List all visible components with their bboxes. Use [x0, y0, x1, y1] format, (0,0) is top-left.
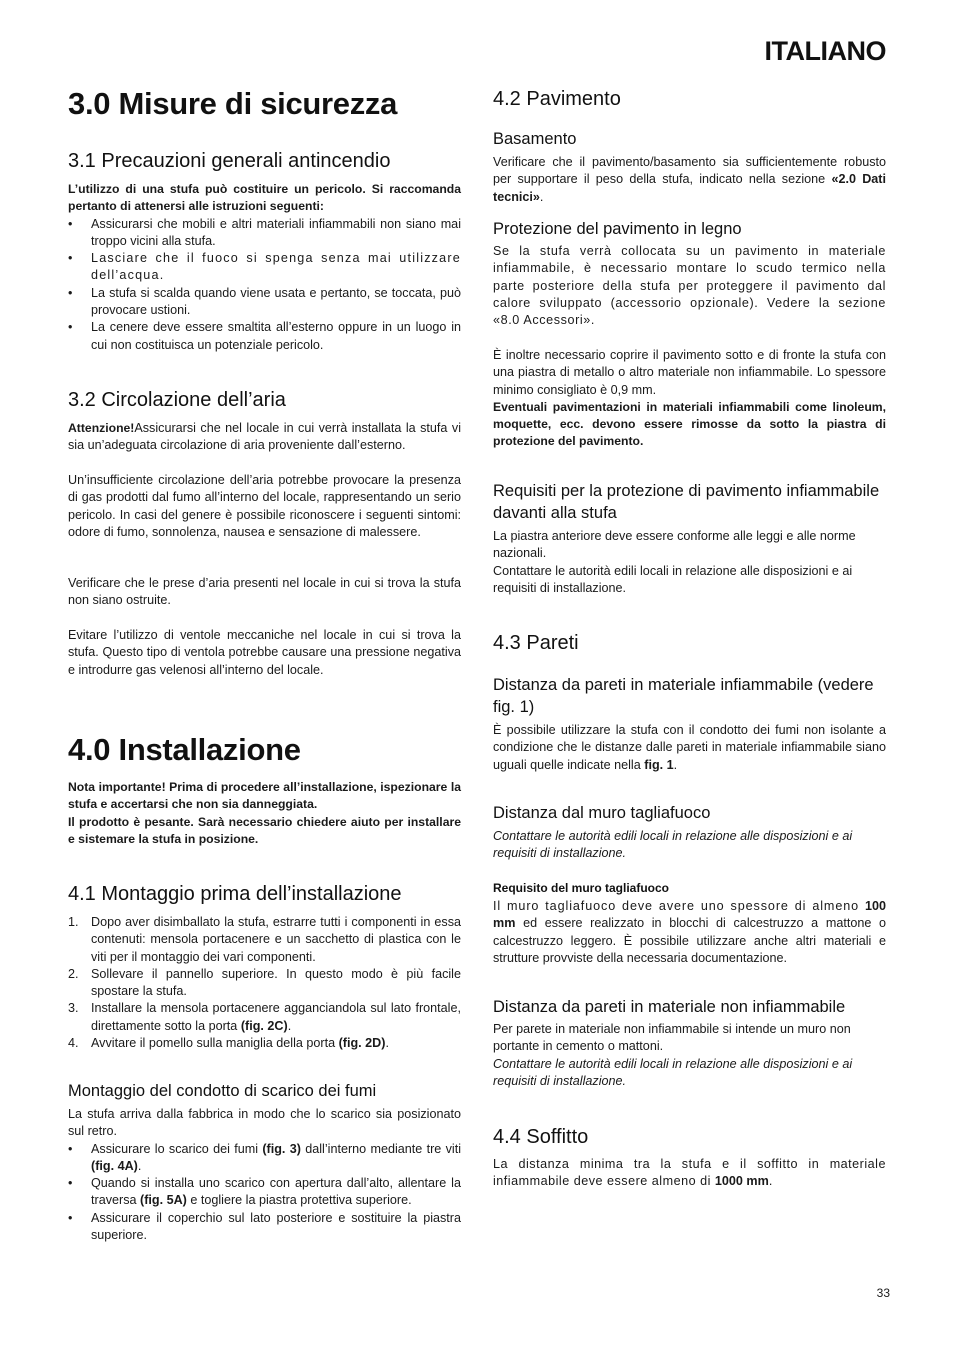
figure-ref: (fig. 2D): [338, 1036, 386, 1051]
ceiling-text: [493, 1156, 886, 1191]
section-3-1-intro: L’utilizzo di una stufa può costituire un pericolo. Si raccomanda pertanto di attenersi alle istruzioni seguenti:: [68, 182, 461, 214]
list-item: • La cenere deve essere smaltita all’esterno oppure in un luogo in cui non costituisca un potenziale pericolo.: [68, 319, 461, 354]
section-4-title: 4.0 Installazione: [68, 732, 301, 767]
warning-text: Assicurarsi che nel locale in cui verrà installata la stufa vi sia un’adeguata circolazione di aria proveniente dall’esterno.: [68, 421, 461, 453]
base-text: [493, 154, 886, 206]
firewall-requirement-text: [493, 898, 886, 967]
step-text: Avvitare il pomello sulla maniglia della porta: [91, 1036, 339, 1051]
air-warning: [68, 420, 461, 455]
assembly-steps: [68, 914, 461, 1052]
firewall-note: Contattare le autorità edili locali in relazione alle disposizioni e ai requisiti di installazione.: [493, 829, 853, 861]
step-number: 3.: [68, 1001, 79, 1016]
flammable-walls-text-end: .: [673, 757, 678, 772]
section-4-2-title: 4.2 Pavimento: [493, 88, 621, 110]
list-item: • Assicurare il coperchio sul lato posteriore e sostituire la piastra superiore.: [68, 1210, 461, 1245]
wood-floor-block-2: [493, 347, 886, 451]
step-text: Dopo aver disimballato la stufa, estrarre tutti i componenti in essa contenuti: mensola portacenere e un sacchetto di plastica con le viti per il montaggio dei vari componenti.: [91, 915, 461, 964]
nonflammable-walls-note: Contattare le autorità edili locali in relazione alle disposizioni e ai requisiti di installazione.: [493, 1056, 853, 1088]
flue-body: [68, 1106, 461, 1244]
air-paragraph-2: Un’insufficiente circolazione dell’aria potrebbe provocare la presenza di gas prodotti dal fumo all’interno del locale, rappresentando un serio pericolo. In casi del genere è possibile riconoscere i seguenti sintomi: odore di fumo, sonnolenza, nausea e sensazione di malessere.: [68, 473, 461, 539]
base-text-main: Verificare che il pavimento/basamento sia sufficientemente robusto per supportare il peso della stufa, indicato nella sezione: [493, 155, 886, 187]
figure-ref: (fig. 2C): [240, 1018, 288, 1033]
section-3-1-body: [68, 181, 461, 354]
list-item: [68, 1141, 461, 1176]
front-protection-body: [493, 528, 886, 597]
ceiling-distance: 1000 mm: [714, 1174, 769, 1189]
firewall-requirement-text-a: Il muro tagliafuoco deve avere uno spessore di almeno: [493, 899, 865, 913]
front-protection-paragraph-1: La piastra anteriore deve essere conforme alle leggi e alle norme nazionali.: [493, 529, 856, 561]
figure-ref: (fig. 4A): [91, 1158, 138, 1173]
install-note-2: Il prodotto è pesante. Sarà necessario chiedere aiuto per installare e sistemare la stufa in posizione.: [68, 814, 461, 846]
figure-ref: (fig. 5A): [140, 1193, 187, 1208]
section-3-2-title: 3.2 Circolazione dell’aria: [68, 389, 286, 411]
nonflammable-walls-text: Per parete in materiale non infiammabile si intende un muro non portante in cemento o mattoni.: [493, 1022, 851, 1054]
section-4-4-title: 4.4 Soffitto: [493, 1126, 589, 1148]
install-note-1: Nota importante! Prima di procedere all’installazione, ispezionare la stufa e accertarsi che non sia danneggiata.: [68, 780, 461, 812]
front-protection-paragraph-2: Contattare le autorità edili locali in relazione alle disposizioni e ai requisiti di installazione.: [493, 563, 853, 595]
step-number: 1.: [68, 915, 79, 929]
air-paragraph-3: Verificare che le prese d’aria presenti nel locale in cui si trova la stufa non siano ostruite.: [68, 576, 461, 608]
flue-list: [68, 1141, 461, 1245]
wood-floor-paragraph-1: Se la stufa verrà collocata su un pavimento in materiale infiammabile, è necessario montare lo scudo termico nella parte posteriore della stufa per proteggere il pavimento dal calore sviluppato (accessorio opzionale). Vedere la sezione «8.0 Accessori».: [493, 244, 886, 328]
item-text: Quando si installa uno scarico con apertura dall’alto, allentare la traversa: [91, 1176, 461, 1208]
section-4-1-title: 4.1 Montaggio prima dell’installazione: [68, 883, 402, 905]
ceiling-text-b: .: [768, 1174, 773, 1189]
base-text-end: .: [539, 189, 544, 204]
flammable-walls-text: [493, 722, 886, 774]
item-text: e togliere la piastra protettiva superiore.: [186, 1193, 412, 1208]
list-item: [68, 1175, 461, 1210]
section-3-1-title: 3.1 Precauzioni generali antincendio: [68, 150, 391, 172]
step-text: Installare la mensola portacenere agganciandola sul lato frontale, direttamente sotto la porta: [91, 1001, 461, 1033]
list-item: [68, 1035, 461, 1052]
flammable-walls-text-main: È possibile utilizzare la stufa con il condotto dei fumi non isolante a condizione che le distanze dalle pareti in materiale infiammabile siano uguali quelle indicate nella: [493, 723, 886, 772]
item-text: dall’interno mediante tre viti: [300, 1141, 461, 1156]
base-title: Basamento: [493, 130, 577, 148]
air-paragraph-4: Evitare l’utilizzo di ventole meccaniche nel locale in cui si trova la stufa. Questo tipo di ventola potrebbe causare una pressione negativa e introdurre gas velenosi all’interno del locale.: [68, 628, 461, 677]
warning-label: Attenzione!: [68, 421, 135, 435]
install-notes: [68, 779, 461, 848]
figure-ref: (fig. 3): [262, 1141, 301, 1156]
nonflammable-walls-title: Distanza da pareti in materiale non infiammabile: [493, 998, 846, 1016]
firewall-requirement-title: Requisito del muro tagliafuoco: [493, 881, 670, 895]
step-number: 2.: [68, 966, 79, 981]
flammable-walls-title: Distanza da pareti in materiale infiammabile (vedere fig. 1): [493, 676, 874, 716]
step-number: 4.: [68, 1036, 79, 1051]
section-3-title: 3.0 Misure di sicurezza: [68, 86, 398, 121]
wood-floor-paragraph-2: È inoltre necessario coprire il pavimento sotto e di fronte la stufa con una piastra di metallo o altro materiale non infiammabile. Lo spessore minimo consigliato è 0,9 mm.: [493, 348, 886, 397]
section-4-3-title: 4.3 Pareti: [493, 632, 579, 654]
step-text: .: [287, 1018, 292, 1033]
flue-title: Montaggio del condotto di scarico dei fumi: [68, 1082, 377, 1100]
list-item: [68, 914, 461, 966]
list-item: • Assicurarsi che mobili e altri materiali infiammabili non siano mai troppo vicini alla stufa.: [68, 216, 461, 251]
firewall-thickness: 100 mm: [493, 899, 886, 931]
firewall-title: Distanza dal muro tagliafuoco: [493, 804, 711, 822]
nonflammable-walls-body: [493, 1021, 886, 1090]
language-label: ITALIANO: [764, 36, 886, 66]
firewall-requirement-text-b: ed essere realizzato in blocchi di calcestruzzo a mattone o calcestruzzo leggero. È possibile utilizzare anche altri materiali e strutture provviste della necessaria documentazione.: [493, 916, 886, 965]
flue-intro: La stufa arriva dalla fabbrica in modo che lo scarico sia posizionato sul retro.: [68, 1107, 461, 1139]
front-protection-title: Requisiti per la protezione di pavimento infiammabile davanti alla stufa: [493, 482, 880, 522]
section-ref: «2.0 Dati tecnici»: [493, 172, 886, 204]
fire-precautions-list: [68, 216, 461, 354]
figure-ref: fig. 1: [644, 757, 674, 772]
ceiling-text-a: La distanza minima tra la stufa e il soffitto in materiale infiammabile deve essere almeno di: [493, 1157, 886, 1189]
wood-floor-paragraph-3: Eventuali pavimentazioni in materiali infiammabili come linoleum, moquette, ecc. devono essere rimosse da sotto la piastra di protezione del pavimento.: [493, 399, 886, 449]
list-item: [68, 1000, 461, 1035]
item-text: Assicurare lo scarico dei fumi: [91, 1141, 263, 1156]
item-text: .: [137, 1158, 142, 1173]
section-3-2-body: [68, 420, 461, 455]
step-text: Sollevare il pannello superiore. In questo modo è più facile spostare la stufa.: [91, 966, 461, 999]
list-item: • Lasciare che il fuoco si spenga senza mai utilizzare dell’acqua.: [68, 250, 461, 285]
step-text: .: [385, 1036, 389, 1051]
list-item: • La stufa si scalda quando viene usata e pertanto, se toccata, può provocare ustioni.: [68, 285, 461, 320]
wood-floor-title: Protezione del pavimento in legno: [493, 220, 742, 238]
page-number: 33: [876, 1286, 890, 1300]
list-item: [68, 966, 461, 1001]
